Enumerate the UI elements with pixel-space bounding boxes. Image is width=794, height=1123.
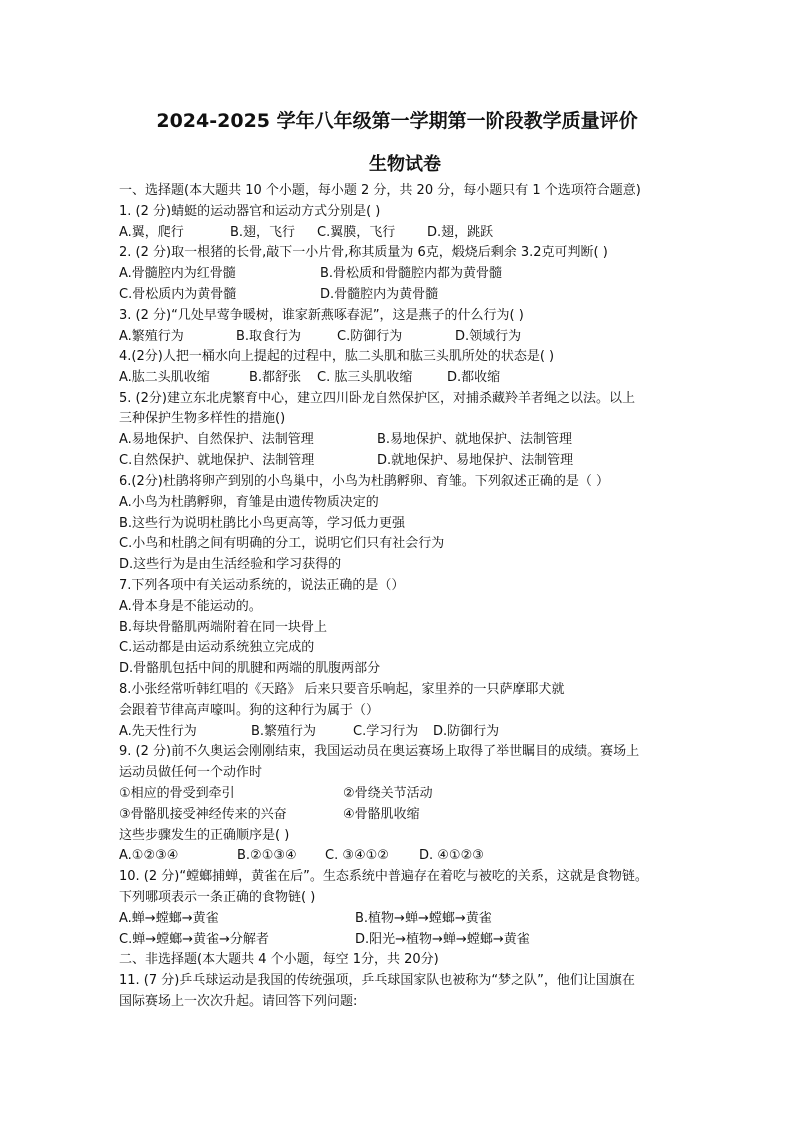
- q1-option-a: A.翼，爬行: [119, 225, 184, 240]
- q5-option-a: A.易地保护、自然保护、法制管理: [119, 432, 314, 447]
- q9-step-2: ②骨绕关节活动: [343, 786, 433, 801]
- q3-stem: 3. (2 分)“几处早莺争暖树，谁家新燕啄春泥”，这是燕子的什么行为( ): [119, 308, 524, 323]
- q8-option-a: A.先天性行为: [119, 724, 197, 739]
- q9-stem-line1: 9. (2 分)前不久奥运会刚刚结束，我国运动员在奥运赛场上取得了举世瞩目的成绩。赛场上: [119, 744, 640, 759]
- q4-option-b: B.都舒张: [249, 370, 302, 385]
- q7-option-c: C.运动都是由运动系统独立完成的: [119, 640, 315, 655]
- q7-option-a: A.骨本身是不能运动的。: [119, 599, 262, 614]
- q9-stem-line3: 这些步骤发生的正确顺序是( ): [119, 828, 290, 843]
- q5-options-row1: [119, 431, 719, 449]
- q9-stem-line2: 运动员做任何一个动作时: [119, 765, 263, 780]
- q2-option-c: C.骨松质内为黄骨髓: [119, 287, 237, 302]
- q10-options-row1: [119, 910, 719, 928]
- q2-stem: 2. (2 分)取一根猪的长骨,敲下一小片骨,称其质量为 6克，煅烧后剩余 3.2克可判断( ): [119, 245, 608, 260]
- q6-option-d: D.这些行为是由生活经验和学习获得的: [119, 557, 342, 572]
- q9-step-4: ④骨骼肌收缩: [343, 807, 420, 822]
- q8-option-d: D.防御行为: [433, 724, 500, 739]
- q9-step-1: ①相应的骨受到牵引: [119, 786, 235, 801]
- q10-stem-line2: 下列哪项表示一条正确的食物链( ): [119, 890, 316, 905]
- q10-stem-line1: 10. (2 分)“螳螂捕蝉，黄雀在后”。生态系统中普遍存在着吃与被吃的关系，这就是食物链。: [119, 869, 648, 884]
- q10-option-d: D.阳光→植物→蝉→螳螂→黄雀: [355, 932, 530, 947]
- q6-option-b: B.这些行为说明杜鹃比小鸟更高等，学习低力更强: [119, 516, 406, 531]
- q6-option-c: C.小鸟和杜鹃之间有明确的分工，说明它们只有社会行为: [119, 536, 445, 551]
- q3-option-d: D.领域行为: [455, 329, 522, 344]
- q2-option-a: A.骨髓腔内为红骨髓: [119, 266, 236, 281]
- q10-option-c: C.蝉→螳螂→黄雀→分解者: [119, 932, 269, 947]
- q8-option-b: B.繁殖行为: [251, 724, 317, 739]
- q7-stem: 7.下列各项中有关运动系统的，说法正确的是（）: [119, 578, 405, 593]
- exam-title: 2024-2025 学年八年级第一学期第一阶段教学质量评价: [156, 110, 638, 132]
- q9-options: [119, 847, 719, 865]
- q10-option-a: A.蝉→螳螂→黄雀: [119, 911, 219, 926]
- q8-option-c: C.学习行为: [353, 724, 419, 739]
- q5-stem-line1: 5. (2分)建立东北虎繁育中心，建立四川卧龙自然保护区，对捕杀藏羚羊者绳之以法。以上: [119, 391, 635, 406]
- q8-options: [119, 723, 719, 741]
- q3-option-c: C.防御行为: [337, 329, 403, 344]
- q11-stem-line1: 11. (7 分)乒乓球运动是我国的传统强项，乒乓球国家队也被称为“梦之队”，他们让国旗在: [119, 973, 635, 988]
- q4-options: [119, 369, 719, 387]
- exam-subtitle: 生物试卷: [369, 154, 441, 175]
- q9-option-d: D. ④①②③: [419, 848, 484, 863]
- q5-options-row2: [119, 452, 719, 470]
- q7-option-b: B.每块骨骼肌两端附着在同一块骨上: [119, 620, 328, 635]
- q9-option-c: C. ③④①②: [325, 848, 389, 863]
- q4-stem: 4.(2分)人把一桶水向上提起的过程中，肱二头肌和肱三头肌所处的状态是( ): [119, 349, 555, 364]
- q2-option-b: B.骨松质和骨髓腔内都为黄骨髓: [320, 266, 503, 281]
- q5-option-d: D.就地保护、易地保护、法制管理: [377, 453, 574, 468]
- q2-options-row2: [119, 286, 719, 304]
- q11-stem-line2: 国际赛场上一次次升起。请回答下列问题:: [119, 994, 358, 1009]
- q6-stem: 6.(2分)杜鹃将卵产到别的小鸟巢中，小鸟为杜鹃孵卵、育雏。下列叙述正确的是（ ）: [119, 474, 609, 489]
- q4-option-c: C. 肱三头肌收缩: [317, 370, 413, 385]
- q5-stem-line2: 三种保护生物多样性的措施(): [119, 411, 286, 426]
- q4-option-a: A.肱二头肌收缩: [119, 370, 210, 385]
- q10-options-row2: [119, 931, 719, 949]
- q9-steps-row2: [119, 806, 719, 824]
- q9-option-b: B.②①③④: [237, 848, 297, 863]
- q3-options: [119, 328, 719, 346]
- q5-option-c: C.自然保护、就地保护、法制管理: [119, 453, 315, 468]
- q4-option-d: D.都收缩: [447, 370, 501, 385]
- q1-options: [119, 224, 719, 242]
- q5-option-b: B.易地保护、就地保护、法制管理: [377, 432, 573, 447]
- q3-option-a: A.繁殖行为: [119, 329, 184, 344]
- q3-option-b: B.取食行为: [236, 329, 302, 344]
- section2-heading: 二、非选择题(本大题共 4 个小题，每空 1分，共 20分): [119, 952, 439, 967]
- q2-options-row1: [119, 265, 719, 283]
- q8-stem-line1: 8.小张经常听韩红唱的《天路》 后来只要音乐响起，家里养的一只萨摩耶犬就: [119, 682, 565, 697]
- q1-option-d: D.翅，跳跃: [427, 225, 494, 240]
- q1-option-c: C.翼膜，飞行: [317, 225, 396, 240]
- q8-stem-line2: 会跟着节律高声嚎叫。狗的这种行为属于（）: [119, 703, 380, 718]
- q1-option-b: B.翅，飞行: [230, 225, 296, 240]
- q7-option-d: D.骨骼肌包括中间的肌腱和两端的肌腹两部分: [119, 661, 381, 676]
- q9-steps-row1: [119, 785, 719, 803]
- q9-option-a: A.①②③④: [119, 848, 179, 863]
- q1-stem: 1. (2 分)蜻蜓的运动器官和运动方式分别是( ): [119, 204, 381, 219]
- section1-heading: 一、选择题(本大题共 10 个小题，每小题 2 分，共 20 分，每小题只有 1 个选项符合题意): [119, 183, 641, 198]
- q6-option-a: A.小鸟为杜鹃孵卵，育雏是由遗传物质决定的: [119, 495, 379, 510]
- q10-option-b: B.植物→蝉→螳螂→黄雀: [355, 911, 492, 926]
- q2-option-d: D.骨髓腔内为黄骨髓: [320, 287, 439, 302]
- q9-step-3: ③骨骼肌接受神经传来的兴奋: [119, 807, 287, 822]
